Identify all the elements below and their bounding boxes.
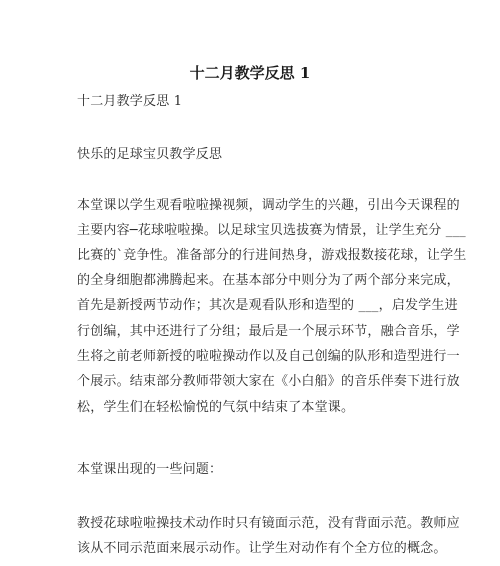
document-title: 十二月教学反思 1 bbox=[189, 64, 311, 82]
problems-heading: 本堂课出现的一些问题： bbox=[77, 462, 223, 477]
paragraph-line: 松，学生们在轻松愉悦的气氛中结束了本堂课。 bbox=[77, 400, 355, 415]
paragraph-line: 本堂课以学生观看啦啦操视频，调动学生的兴趣，引出今天课程的 bbox=[77, 198, 460, 213]
section-heading: 快乐的足球宝贝教学反思 bbox=[77, 147, 223, 162]
paragraph-line: 该从不同示范面来展示动作。让学生对动作有个全方位的概念。 bbox=[77, 541, 447, 556]
paragraph-line: 生将之前老师新授的啦啦操动作以及自己创编的队形和造型进行一 bbox=[77, 349, 460, 364]
paragraph-line: 教授花球啦啦操技术动作时只有镜面示范，没有背面示范。教师应 bbox=[77, 516, 460, 531]
paragraph-line: 主要内容─花球啦啦操。以足球宝贝选拔赛为情景，让学生充分 ___ bbox=[77, 223, 466, 238]
document-subtitle: 十二月教学反思 1 bbox=[77, 94, 183, 109]
paragraph-line: 行创编，其中还进行了分组；最后是一个展示环节，融合音乐，学 bbox=[77, 324, 460, 339]
paragraph-line: 个展示。结束部分教师带领大家在《小白船》的音乐伴奏下进行放 bbox=[77, 374, 460, 389]
paragraph-line: 比赛的`竞争性。准备部分的行进间热身，游戏报数接花球，让学生 bbox=[77, 248, 467, 263]
paragraph-line: 的全身细胞都沸腾起来。在基本部分中则分为了两个部分来完成， bbox=[77, 273, 460, 288]
paragraph-line: 首先是新授两节动作；其次是观看队形和造型的 ___，启发学生进 bbox=[77, 298, 458, 313]
